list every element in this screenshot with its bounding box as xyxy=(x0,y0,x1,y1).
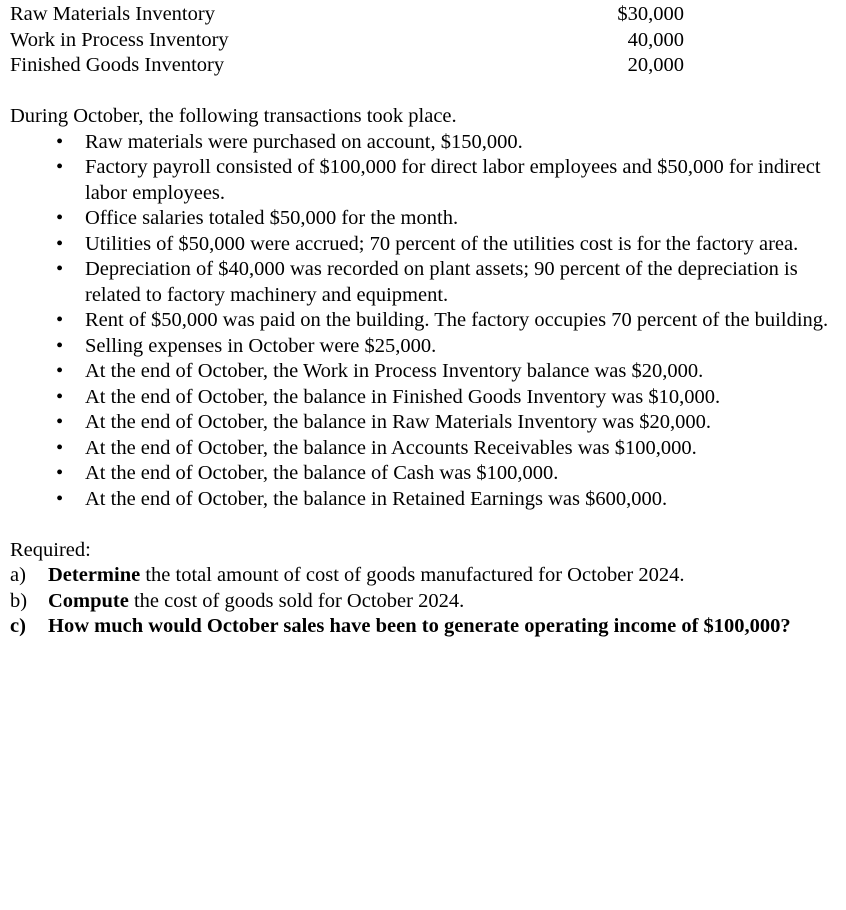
bullet-icon: • xyxy=(56,411,64,433)
transactions-list xyxy=(10,130,832,513)
opening-inventory-table xyxy=(10,2,684,79)
bullet-icon: • xyxy=(56,462,64,484)
bullet-icon: • xyxy=(56,334,64,357)
list-item-text: At the end of October, the balance in Retained Earnings was $600,000. xyxy=(85,487,668,510)
list-item-text: Selling expenses in October were $25,000. xyxy=(85,334,437,357)
list-item-text: Rent of $50,000 was paid on the building. The factory occupies 70 percent of the building. xyxy=(85,309,829,331)
item-bold-lead: Determine xyxy=(48,564,141,586)
blank-line-spacer xyxy=(10,79,832,105)
bullet-icon: • xyxy=(56,207,64,229)
list-item xyxy=(10,308,832,334)
list-item xyxy=(10,614,832,640)
inventory-account-amount: 20,000 xyxy=(627,54,684,76)
item-bold-lead: How much would October sales have been to generate operating income of $100,000? xyxy=(48,615,791,637)
bullet-icon: • xyxy=(56,258,64,280)
list-item-text: At the end of October, the balance in Finished Goods Inventory was $10,000. xyxy=(85,385,721,408)
list-item-text: At the end of October, the balance in Raw Materials Inventory was $20,000. xyxy=(85,411,711,433)
blank-line-spacer xyxy=(10,512,832,538)
table-row xyxy=(10,28,684,54)
inventory-table-body xyxy=(10,2,684,79)
bullet-icon: • xyxy=(56,360,64,382)
list-item-text: At the end of October, the balance of Cash was $100,000. xyxy=(85,462,559,484)
list-item xyxy=(10,334,832,360)
item-letter-label: a) xyxy=(10,564,26,586)
bullet-icon: • xyxy=(56,385,64,408)
list-item-text: Office salaries totaled $50,000 for the month. xyxy=(85,207,459,229)
intro-paragraph: During October, the following transactions took place. xyxy=(10,105,457,127)
list-item xyxy=(10,589,832,615)
list-item-text: At the end of October, the Work in Process Inventory balance was $20,000. xyxy=(85,360,704,382)
list-item xyxy=(10,359,832,385)
list-item xyxy=(10,130,832,156)
list-item xyxy=(10,257,832,308)
list-item xyxy=(10,461,832,487)
item-letter-label: c) xyxy=(10,615,26,637)
list-item xyxy=(10,436,832,462)
list-item xyxy=(10,206,832,232)
inventory-account-name: Work in Process Inventory xyxy=(10,28,229,51)
item-rest-text: the cost of goods sold for October 2024. xyxy=(128,589,465,612)
table-row xyxy=(10,2,684,28)
list-item-text: Utilities of $50,000 were accrued; 70 percent of the utilities cost is for the factory area. xyxy=(85,232,799,255)
bullet-icon: • xyxy=(56,487,64,510)
bullet-icon: • xyxy=(56,156,64,178)
inventory-account-name: Finished Goods Inventory xyxy=(10,54,225,76)
list-item xyxy=(10,410,832,436)
list-item xyxy=(10,563,832,589)
required-heading: Required: xyxy=(10,538,91,561)
list-item-text: At the end of October, the balance in Accounts Receivables was $100,000. xyxy=(85,436,697,459)
inventory-account-name: Raw Materials Inventory xyxy=(10,3,215,25)
inventory-account-amount: 40,000 xyxy=(627,28,684,51)
table-row xyxy=(10,53,684,79)
list-item xyxy=(10,232,832,258)
list-item xyxy=(10,155,832,206)
item-letter-label: b) xyxy=(10,589,28,612)
bullet-icon: • xyxy=(56,436,64,459)
list-item xyxy=(10,487,832,513)
list-item-text: Raw materials were purchased on account, $150,000. xyxy=(85,130,523,153)
item-bold-lead: Compute xyxy=(48,589,129,612)
required-items-list xyxy=(10,563,832,640)
inventory-account-amount: $30,000 xyxy=(617,3,684,25)
bullet-icon: • xyxy=(56,232,64,255)
item-rest-text: the total amount of cost of goods manufactured for October 2024. xyxy=(140,564,685,586)
bullet-icon: • xyxy=(56,309,64,331)
list-item-text: Factory payroll consisted of $100,000 for direct labor employees and $50,000 for indirect labor employees. xyxy=(85,156,821,204)
list-item xyxy=(10,385,832,411)
list-item-text: Depreciation of $40,000 was recorded on plant assets; 90 percent of the depreciation is related to factory machinery and equipment. xyxy=(85,258,798,306)
bullet-icon: • xyxy=(56,130,64,153)
